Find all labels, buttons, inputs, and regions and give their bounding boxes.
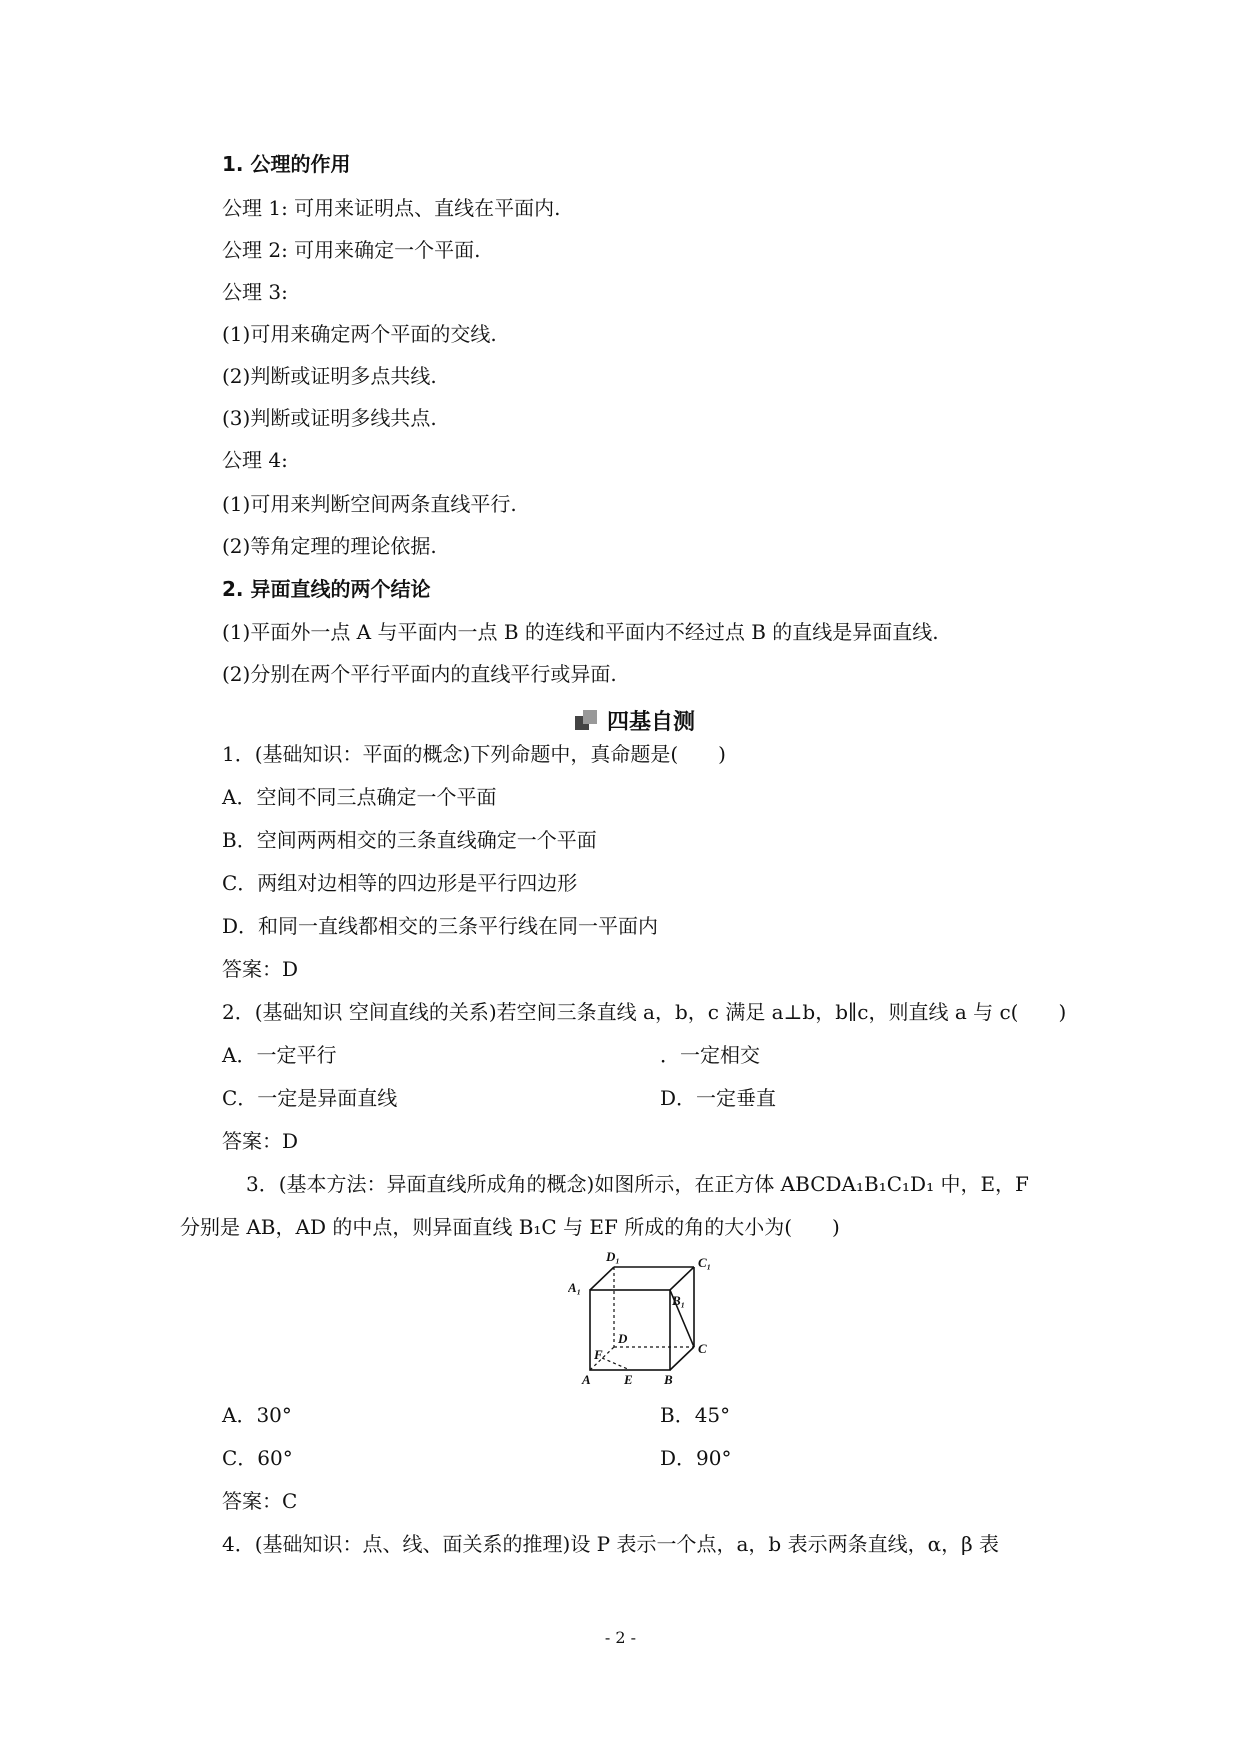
label-a: A — [582, 1372, 591, 1385]
q3-option-b: B．45° — [660, 1403, 731, 1427]
label-d1: D₁ — [606, 1249, 620, 1264]
q2-option-c: C．一定是异面直线 — [222, 1086, 398, 1110]
heading-axiom-uses: 1. 公理的作用 — [222, 152, 351, 176]
text-skew-conclusion-2: (2)分别在两个平行平面内的直线平行或异面. — [222, 662, 617, 686]
section-icon — [575, 710, 599, 732]
label-b1: B₁ — [672, 1293, 686, 1308]
label-a1: A₁ — [568, 1280, 582, 1295]
text-axiom-3: 公理 3: — [222, 280, 288, 304]
section-heading — [575, 705, 695, 736]
text-axiom-3-item-1: (1)可用来确定两个平面的交线. — [222, 322, 497, 346]
text-axiom-2: 公理 2: 可用来确定一个平面. — [222, 238, 481, 262]
q2-answer: 答案：D — [222, 1129, 299, 1153]
text-axiom-1: 公理 1: 可用来证明点、直线在平面内. — [222, 196, 561, 220]
page-number: - 2 - — [604, 1628, 637, 1647]
text-axiom-3-item-3: (3)判断或证明多线共点. — [222, 406, 437, 430]
q3-option-d: D．90° — [660, 1446, 732, 1470]
label-c: C — [698, 1341, 707, 1356]
label-e: E — [624, 1372, 633, 1385]
q1-stem: 1．(基础知识：平面的概念)下列命题中，真命题是( ) — [222, 742, 726, 766]
heading-skew-lines: 2. 异面直线的两个结论 — [222, 577, 431, 601]
q1-option-a: A．空间不同三点确定一个平面 — [222, 785, 497, 809]
q2-option-d: D．一定垂直 — [660, 1086, 777, 1110]
q1-option-c: C．两组对边相等的四边形是平行四边形 — [222, 871, 578, 895]
q4-stem: 4．(基础知识：点、线、面关系的推理)设 P 表示一个点，a，b 表示两条直线，α，β 表 — [222, 1532, 1000, 1556]
q3-answer: 答案：C — [222, 1489, 298, 1513]
section-title-text: 四基自测 — [607, 710, 696, 735]
label-f: F — [594, 1347, 603, 1362]
cube-figure — [568, 1245, 718, 1389]
q2-option-a: A．一定平行 — [222, 1043, 337, 1067]
text-skew-conclusion-1: (1)平面外一点 A 与平面内一点 B 的连线和平面内不经过点 B 的直线是异面直线. — [222, 620, 939, 644]
q3-option-a: A．30° — [222, 1403, 292, 1427]
text-axiom-3-item-2: (2)判断或证明多点共线. — [222, 364, 437, 388]
q3-stem-line-1: 3．(基本方法：异面直线所成角的概念)如图所示，在正方体 ABCDA₁B₁C₁D₁ 中，E，F — [246, 1172, 1029, 1196]
text-axiom-4-item-2: (2)等角定理的理论依据. — [222, 534, 437, 558]
label-d: D — [618, 1331, 628, 1346]
q3-option-c: C．60° — [222, 1446, 293, 1470]
q2-stem: 2．(基础知识 空间直线的关系)若空间三条直线 a，b，c 满足 a⊥b，b∥c，则直线 a 与 c( ) — [222, 1000, 1067, 1024]
q1-option-b: B．空间两两相交的三条直线确定一个平面 — [222, 828, 597, 852]
label-c1: C₁ — [698, 1255, 712, 1270]
text-axiom-4-item-1: (1)可用来判断空间两条直线平行. — [222, 492, 517, 516]
q1-answer: 答案：D — [222, 957, 299, 981]
cube-diagram — [568, 1245, 718, 1385]
q2-option-b: ．一定相交 — [660, 1043, 760, 1067]
q3-stem-line-2: 分别是 AB，AD 的中点，则异面直线 B₁C 与 EF 所成的角的大小为( ) — [180, 1215, 840, 1239]
label-b: B — [664, 1372, 673, 1385]
text-axiom-4: 公理 4: — [222, 448, 288, 472]
q1-option-d: D．和同一直线都相交的三条平行线在同一平面内 — [222, 914, 659, 938]
